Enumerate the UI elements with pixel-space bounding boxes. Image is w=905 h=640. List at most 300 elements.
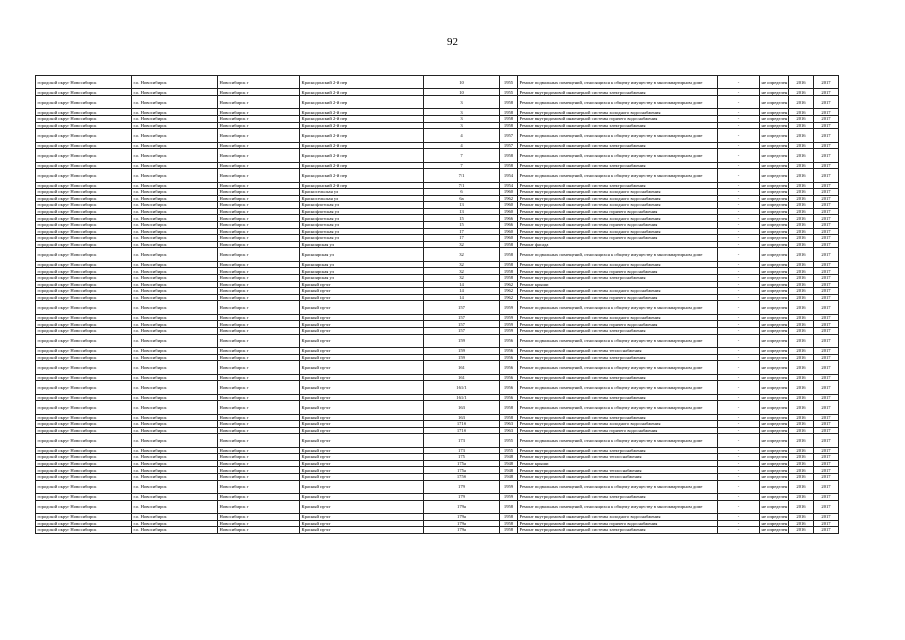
start-year-cell: 2016 <box>789 454 814 461</box>
year-cell: 1959 <box>500 480 518 493</box>
dash-cell: - <box>718 427 760 434</box>
municipality-cell: городской округ Новосибирск <box>36 195 132 202</box>
house-cell: 173 <box>424 434 500 447</box>
year-cell: 1962 <box>500 281 518 288</box>
work-type-cell: Ремонт внутридомовой инженерной системы горячего водоснабжения <box>518 235 718 242</box>
house-cell: 157 <box>424 301 500 314</box>
work-type-cell: Ремонт внутридомовой инженерной системы холодного водоснабжения <box>518 421 718 428</box>
work-type-cell: Ремонт внутридомовой инженерной системы горячего водоснабжения <box>518 222 718 229</box>
district-cell: г.о. Новосибирск <box>132 494 218 501</box>
start-year-cell: 2016 <box>789 275 814 282</box>
dash-cell: - <box>718 327 760 334</box>
municipality-cell: городской округ Новосибирск <box>36 215 132 222</box>
district-cell: г.о. Новосибирск <box>132 454 218 461</box>
dash-cell: - <box>718 454 760 461</box>
street-cell: Красный пр-кт <box>300 494 424 501</box>
start-year-cell: 2016 <box>789 500 814 513</box>
cost-cell: не определен <box>761 215 788 221</box>
district-cell: г.о. Новосибирск <box>132 109 218 116</box>
work-type-cell: Ремонт подвальных помещений, относящихся к общему имуществу в многоквартирном доме <box>518 169 718 182</box>
start-year-cell: 2016 <box>789 248 814 261</box>
locality-cell: Новосибирск г <box>218 361 300 374</box>
district-cell: г.о. Новосибирск <box>132 347 218 354</box>
locality-cell: Новосибирск г <box>218 169 300 182</box>
cost-cell: не определен <box>761 421 788 427</box>
street-cell: Краснодонский 2-й пер <box>300 162 424 169</box>
cost-cell: не определен <box>760 500 789 513</box>
dash-cell: - <box>718 460 760 467</box>
municipality-cell: городской округ Новосибирск <box>36 427 132 434</box>
end-year-cell: 2017 <box>814 327 839 334</box>
locality-cell: Новосибирск г <box>218 494 300 501</box>
district-cell: г.о. Новосибирск <box>132 314 218 321</box>
street-cell: Красный пр-кт <box>300 427 424 434</box>
work-type-cell: Ремонт подвальных помещений, относящихся к общему имуществу в многоквартирном доме <box>518 129 718 142</box>
table-row <box>36 294 839 301</box>
year-cell: 1963 <box>500 421 518 428</box>
municipality-cell: городской округ Новосибирск <box>36 434 132 447</box>
end-year-cell: 2017 <box>814 235 839 242</box>
locality-cell: Новосибирск г <box>218 514 300 521</box>
house-cell: 163 <box>424 414 500 421</box>
house-cell: 159 <box>424 347 500 354</box>
cost-cell: не определен <box>761 427 788 433</box>
street-cell: Краснофлотская ул <box>300 235 424 242</box>
end-year-cell: 2017 <box>814 261 839 268</box>
district-cell: г.о. Новосибирск <box>132 202 218 209</box>
table-row <box>36 527 839 534</box>
district-cell: г.о. Новосибирск <box>132 89 218 96</box>
house-cell: 179а <box>424 527 500 534</box>
cost-cell: не определен <box>760 334 789 347</box>
cost-cell: не определен <box>761 414 788 420</box>
street-cell: Красный пр-кт <box>300 447 424 454</box>
dash-cell: - <box>718 527 760 534</box>
dash-cell: - <box>718 235 760 242</box>
locality-cell: Новосибирск г <box>218 202 300 209</box>
table-row <box>36 162 839 169</box>
cost-cell: не определен <box>761 461 788 467</box>
locality-cell: Новосибирск г <box>218 288 300 295</box>
municipality-cell: городской округ Новосибирск <box>36 527 132 534</box>
district-cell: г.о. Новосибирск <box>132 115 218 122</box>
dash-cell: - <box>718 248 760 261</box>
municipality-cell: городской округ Новосибирск <box>36 347 132 354</box>
street-cell: Красный пр-кт <box>300 467 424 474</box>
table-row <box>36 261 839 268</box>
municipality-cell: городской округ Новосибирск <box>36 480 132 493</box>
end-year-cell: 2017 <box>814 228 839 235</box>
house-cell: 3 <box>424 122 500 129</box>
house-cell: 32 <box>424 248 500 261</box>
end-year-cell: 2017 <box>814 241 839 248</box>
cost-cell: не определен <box>760 76 789 89</box>
house-cell: 179а <box>424 514 500 521</box>
locality-cell: Новосибирск г <box>218 241 300 248</box>
end-year-cell: 2017 <box>814 354 839 361</box>
start-year-cell: 2016 <box>789 182 814 189</box>
year-cell: 1966 <box>500 222 518 229</box>
district-cell: г.о. Новосибирск <box>132 414 218 421</box>
year-cell: 1958 <box>500 95 518 108</box>
street-cell: Красный пр-кт <box>300 347 424 354</box>
year-cell: 1958 <box>500 162 518 169</box>
cost-cell: не определен <box>760 169 789 182</box>
house-cell: 171б <box>424 427 500 434</box>
end-year-cell: 2017 <box>814 195 839 202</box>
municipality-cell: городской округ Новосибирск <box>36 447 132 454</box>
start-year-cell: 2016 <box>789 527 814 534</box>
locality-cell: Новосибирск г <box>218 314 300 321</box>
locality-cell: Новосибирск г <box>218 460 300 467</box>
end-year-cell: 2017 <box>814 467 839 474</box>
house-cell: 161/1 <box>424 394 500 401</box>
house-cell: 3 <box>424 95 500 108</box>
district-cell: г.о. Новосибирск <box>132 374 218 381</box>
municipality-cell: городской округ Новосибирск <box>36 162 132 169</box>
dash-cell: - <box>718 241 760 248</box>
dash-cell: - <box>718 122 760 129</box>
street-cell: Красный пр-кт <box>300 520 424 527</box>
table-row <box>36 76 839 89</box>
locality-cell: Новосибирск г <box>218 401 300 414</box>
cost-cell: не определен <box>761 348 788 354</box>
locality-cell: Новосибирск г <box>218 474 300 481</box>
locality-cell: Новосибирск г <box>218 109 300 116</box>
municipality-cell: городской округ Новосибирск <box>36 500 132 513</box>
table-row <box>36 122 839 129</box>
house-cell: 7 <box>424 149 500 162</box>
street-cell: Красный пр-кт <box>300 354 424 361</box>
work-type-cell: Ремонт внутридомовой инженерной системы холодного водоснабжения <box>518 189 718 196</box>
table-row <box>36 215 839 222</box>
year-cell: 1956 <box>500 361 518 374</box>
municipality-cell: городской округ Новосибирск <box>36 169 132 182</box>
district-cell: г.о. Новосибирск <box>132 268 218 275</box>
house-cell: 159 <box>424 354 500 361</box>
dash-cell: - <box>718 202 760 209</box>
end-year-cell: 2017 <box>814 149 839 162</box>
start-year-cell: 2016 <box>789 235 814 242</box>
work-type-cell: Ремонт подвальных помещений, относящихся к общему имуществу в многоквартирном доме <box>518 401 718 414</box>
table-row <box>36 414 839 421</box>
house-cell: 17 <box>424 235 500 242</box>
cost-cell: не определен <box>761 447 788 453</box>
start-year-cell: 2016 <box>789 401 814 414</box>
municipality-cell: городской округ Новосибирск <box>36 314 132 321</box>
house-cell: 157 <box>424 321 500 328</box>
cost-cell: не определен <box>760 401 789 414</box>
table-row <box>36 480 839 493</box>
cost-cell: не определен <box>761 109 788 115</box>
cost-cell: не определен <box>761 354 788 360</box>
cost-cell: не определен <box>761 275 788 281</box>
cost-cell: не определен <box>761 235 788 241</box>
year-cell: 1959 <box>500 321 518 328</box>
street-cell: Красный пр-кт <box>300 421 424 428</box>
work-type-cell: Ремонт внутридомовой инженерной системы электроснабжения <box>518 89 718 96</box>
locality-cell: Новосибирск г <box>218 327 300 334</box>
locality-cell: Новосибирск г <box>218 129 300 142</box>
year-cell: 1960 <box>500 208 518 215</box>
cost-cell: не определен <box>761 454 788 460</box>
municipality-cell: городской округ Новосибирск <box>36 354 132 361</box>
district-cell: г.о. Новосибирск <box>132 248 218 261</box>
year-cell: 1962 <box>500 288 518 295</box>
table-row <box>36 149 839 162</box>
municipality-cell: городской округ Новосибирск <box>36 361 132 374</box>
street-cell: Краснодонский 2-й пер <box>300 169 424 182</box>
municipality-cell: городской округ Новосибирск <box>36 394 132 401</box>
cost-cell: не определен <box>761 328 788 334</box>
start-year-cell: 2016 <box>789 321 814 328</box>
locality-cell: Новосибирск г <box>218 95 300 108</box>
dash-cell: - <box>718 514 760 521</box>
dash-cell: - <box>718 142 760 149</box>
locality-cell: Новосибирск г <box>218 394 300 401</box>
dash-cell: - <box>718 354 760 361</box>
start-year-cell: 2016 <box>789 434 814 447</box>
municipality-cell: городской округ Новосибирск <box>36 142 132 149</box>
locality-cell: Новосибирск г <box>218 261 300 268</box>
work-type-cell: Ремонт внутридомовой инженерной системы теплоснабжения <box>518 454 718 461</box>
table-row <box>36 514 839 521</box>
municipality-cell: городской округ Новосибирск <box>36 460 132 467</box>
work-type-cell: Ремонт подвальных помещений, относящихся к общему имуществу в многоквартирном доме <box>518 480 718 493</box>
dash-cell: - <box>718 394 760 401</box>
end-year-cell: 2017 <box>814 281 839 288</box>
table-row <box>36 347 839 354</box>
work-type-cell: Ремонт внутридомовой инженерной системы электроснабжения <box>518 182 718 189</box>
table-row <box>36 460 839 467</box>
house-cell: 179а <box>424 520 500 527</box>
house-cell: 179 <box>424 494 500 501</box>
year-cell: 1958 <box>500 414 518 421</box>
district-cell: г.о. Новосибирск <box>132 294 218 301</box>
street-cell: Краснодонский 2-й пер <box>300 115 424 122</box>
cost-cell: не определен <box>761 195 788 201</box>
year-cell: 1954 <box>500 182 518 189</box>
locality-cell: Новосибирск г <box>218 354 300 361</box>
district-cell: г.о. Новосибирск <box>132 275 218 282</box>
end-year-cell: 2017 <box>814 474 839 481</box>
end-year-cell: 2017 <box>814 142 839 149</box>
municipality-cell: городской округ Новосибирск <box>36 301 132 314</box>
table-row <box>36 327 839 334</box>
table-row <box>36 321 839 328</box>
end-year-cell: 2017 <box>814 500 839 513</box>
municipality-cell: городской округ Новосибирск <box>36 268 132 275</box>
cost-cell: не определен <box>761 89 788 95</box>
work-type-cell: Ремонт внутридомовой инженерной системы электроснабжения <box>518 374 718 381</box>
capital-repair-table <box>35 75 839 534</box>
street-cell: Красный пр-кт <box>300 288 424 295</box>
street-cell: Краснофлотская ул <box>300 228 424 235</box>
start-year-cell: 2016 <box>789 381 814 394</box>
work-type-cell: Ремонт фасада <box>518 241 718 248</box>
year-cell: 1960 <box>500 202 518 209</box>
municipality-cell: городской округ Новосибирск <box>36 374 132 381</box>
cost-cell: не определен <box>761 374 788 380</box>
dash-cell: - <box>718 208 760 215</box>
dash-cell: - <box>718 500 760 513</box>
end-year-cell: 2017 <box>814 434 839 447</box>
start-year-cell: 2016 <box>789 222 814 229</box>
district-cell: г.о. Новосибирск <box>132 474 218 481</box>
house-cell: 6 <box>424 189 500 196</box>
start-year-cell: 2016 <box>789 281 814 288</box>
cost-cell: не определен <box>761 209 788 215</box>
locality-cell: Новосибирск г <box>218 215 300 222</box>
cost-cell: не определен <box>761 162 788 168</box>
municipality-cell: городской округ Новосибирск <box>36 122 132 129</box>
table-row <box>36 447 839 454</box>
street-cell: Краснодонский 2-й пер <box>300 182 424 189</box>
work-type-cell: Ремонт подвальных помещений, относящихся к общему имуществу в многоквартирном доме <box>518 334 718 347</box>
end-year-cell: 2017 <box>814 520 839 527</box>
house-cell: 14 <box>424 281 500 288</box>
table-row <box>36 235 839 242</box>
municipality-cell: городской округ Новосибирск <box>36 115 132 122</box>
locality-cell: Новосибирск г <box>218 434 300 447</box>
start-year-cell: 2016 <box>789 89 814 96</box>
dash-cell: - <box>718 374 760 381</box>
work-type-cell: Ремонт внутридомовой инженерной системы холодного водоснабжения <box>518 314 718 321</box>
locality-cell: Новосибирск г <box>218 162 300 169</box>
street-cell: Краснофлотская ул <box>300 222 424 229</box>
start-year-cell: 2016 <box>789 421 814 428</box>
table-row <box>36 394 839 401</box>
work-type-cell: Ремонт внутридомовой инженерной системы горячего водоснабжения <box>518 427 718 434</box>
district-cell: г.о. Новосибирск <box>132 460 218 467</box>
work-type-cell: Ремонт внутридомовой инженерной системы теплоснабжения <box>518 347 718 354</box>
end-year-cell: 2017 <box>814 89 839 96</box>
dash-cell: - <box>718 169 760 182</box>
house-cell: 15 <box>424 222 500 229</box>
work-type-cell: Ремонт внутридомовой инженерной системы холодного водоснабжения <box>518 228 718 235</box>
table-row <box>36 202 839 209</box>
street-cell: Краснодонский 2-й пер <box>300 109 424 116</box>
year-cell: 1958 <box>500 109 518 116</box>
locality-cell: Новосибирск г <box>218 228 300 235</box>
district-cell: г.о. Новосибирск <box>132 281 218 288</box>
end-year-cell: 2017 <box>814 268 839 275</box>
house-cell: 179а <box>424 500 500 513</box>
locality-cell: Новосибирск г <box>218 275 300 282</box>
start-year-cell: 2016 <box>789 334 814 347</box>
year-cell: 1959 <box>500 327 518 334</box>
work-type-cell: Ремонт подвальных помещений, относящихся к общему имуществу в многоквартирном доме <box>518 248 718 261</box>
start-year-cell: 2016 <box>789 347 814 354</box>
locality-cell: Новосибирск г <box>218 421 300 428</box>
street-cell: Краснофлотская ул <box>300 215 424 222</box>
house-cell: 32 <box>424 268 500 275</box>
cost-cell: не определен <box>760 381 789 394</box>
table-row <box>36 169 839 182</box>
dash-cell: - <box>718 294 760 301</box>
start-year-cell: 2016 <box>789 294 814 301</box>
cost-cell: не определен <box>760 301 789 314</box>
start-year-cell: 2016 <box>789 122 814 129</box>
end-year-cell: 2017 <box>814 427 839 434</box>
district-cell: г.о. Новосибирск <box>132 467 218 474</box>
work-type-cell: Ремонт подвальных помещений, относящихся к общему имуществу в многоквартирном доме <box>518 381 718 394</box>
locality-cell: Новосибирск г <box>218 235 300 242</box>
end-year-cell: 2017 <box>814 95 839 108</box>
municipality-cell: городской округ Новосибирск <box>36 241 132 248</box>
cost-cell: не определен <box>760 95 789 108</box>
house-cell: 32 <box>424 275 500 282</box>
house-cell: 15 <box>424 215 500 222</box>
street-cell: Красносельская ул <box>300 189 424 196</box>
street-cell: Красный пр-кт <box>300 381 424 394</box>
table-row <box>36 361 839 374</box>
street-cell: Краснофлотская ул <box>300 208 424 215</box>
start-year-cell: 2016 <box>789 427 814 434</box>
table-row <box>36 208 839 215</box>
street-cell: Краснофлотская ул <box>300 202 424 209</box>
street-cell: Красный пр-кт <box>300 394 424 401</box>
work-type-cell: Ремонт внутридомовой инженерной системы горячего водоснабжения <box>518 208 718 215</box>
house-cell: 179 <box>424 480 500 493</box>
table-row <box>36 129 839 142</box>
dash-cell: - <box>718 401 760 414</box>
end-year-cell: 2017 <box>814 401 839 414</box>
start-year-cell: 2016 <box>789 514 814 521</box>
dash-cell: - <box>718 281 760 288</box>
table-row <box>36 427 839 434</box>
house-cell: 17 <box>424 228 500 235</box>
table-row <box>36 288 839 295</box>
table-row <box>36 195 839 202</box>
locality-cell: Новосибирск г <box>218 527 300 534</box>
start-year-cell: 2016 <box>789 195 814 202</box>
locality-cell: Новосибирск г <box>218 248 300 261</box>
end-year-cell: 2017 <box>814 421 839 428</box>
district-cell: г.о. Новосибирск <box>132 520 218 527</box>
year-cell: 1959 <box>500 301 518 314</box>
house-cell: 175а <box>424 460 500 467</box>
house-cell: 7/1 <box>424 169 500 182</box>
start-year-cell: 2016 <box>789 129 814 142</box>
dash-cell: - <box>718 189 760 196</box>
house-cell: 10 <box>424 76 500 89</box>
year-cell: 1955 <box>500 434 518 447</box>
start-year-cell: 2016 <box>789 520 814 527</box>
dash-cell: - <box>718 215 760 222</box>
table-row <box>36 228 839 235</box>
locality-cell: Новосибирск г <box>218 374 300 381</box>
dash-cell: - <box>718 381 760 394</box>
locality-cell: Новосибирск г <box>218 294 300 301</box>
municipality-cell: городской округ Новосибирск <box>36 261 132 268</box>
work-type-cell: Ремонт подвальных помещений, относящихся к общему имуществу в многоквартирном доме <box>518 76 718 89</box>
dash-cell: - <box>718 321 760 328</box>
year-cell: 1956 <box>500 354 518 361</box>
municipality-cell: городской округ Новосибирск <box>36 421 132 428</box>
cost-cell: не определен <box>760 149 789 162</box>
end-year-cell: 2017 <box>814 208 839 215</box>
dash-cell: - <box>718 182 760 189</box>
start-year-cell: 2016 <box>789 208 814 215</box>
cost-cell: не определен <box>761 262 788 268</box>
municipality-cell: городской округ Новосибирск <box>36 474 132 481</box>
end-year-cell: 2017 <box>814 189 839 196</box>
cost-cell: не определен <box>761 394 788 400</box>
locality-cell: Новосибирск г <box>218 301 300 314</box>
cost-cell: не определен <box>761 202 788 208</box>
locality-cell: Новосибирск г <box>218 89 300 96</box>
